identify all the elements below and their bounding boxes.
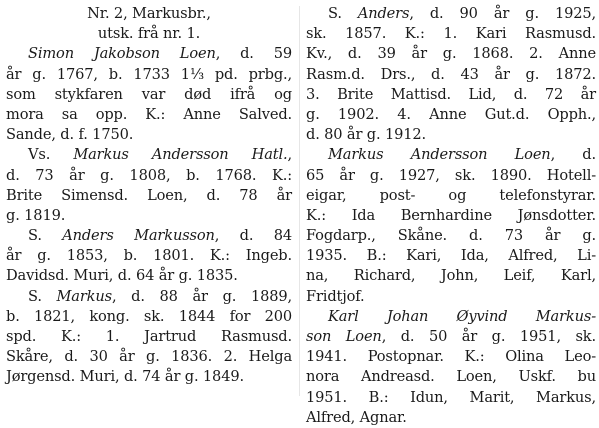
- heading-line-2: utsk. frå nr. 1.: [97, 25, 201, 43]
- text-line: [306, 186, 596, 206]
- text-segment: Brite Simensd. Loen, d. 78 år: [6, 186, 292, 204]
- text-line: [306, 65, 596, 85]
- text-segment: b. 1821, kong. sk. 1844 for 200: [6, 307, 292, 325]
- italic-name: Simon Jakobson Loen: [28, 45, 216, 63]
- text-line: [306, 105, 596, 125]
- text-segment: d. 73 år g. 1808, b. 1768. K.:: [6, 166, 292, 184]
- italic-name: son Loen: [306, 328, 382, 345]
- text-segment: Fridtjof.: [306, 287, 365, 305]
- text-line: [6, 246, 292, 266]
- text-segment: som stykfaren var død ifrå og: [6, 85, 292, 103]
- text-line: [306, 44, 596, 64]
- text-segment: S.: [28, 227, 63, 245]
- text-segment: , d. 88 år g. 1889,: [111, 287, 292, 305]
- italic-name: Markus Andersson Loen: [328, 146, 551, 164]
- text-line: [306, 388, 596, 408]
- text-segment: K.: Ida Bernhardine Jønsdotter.: [306, 206, 596, 224]
- text-segment: Fogdarp., Skåne. d. 73 år g.: [306, 227, 596, 245]
- right-column: [306, 4, 596, 428]
- text-segment: Davidsd. Muri, d. 64 år g. 1835.: [6, 267, 238, 285]
- text-segment: eigar, post- og telefonstyrar.: [306, 186, 596, 204]
- column-divider: [299, 6, 300, 396]
- text-line: [306, 287, 596, 307]
- italic-name: Karl Johan Øyvind Markus-: [328, 307, 596, 325]
- text-line: [306, 367, 596, 387]
- text-segment: Kv., d. 39 år g. 1868. 2. Anne: [306, 45, 596, 63]
- text-line: [306, 266, 596, 286]
- text-segment: mora sa opp. K.: Anne Salved.: [6, 105, 292, 123]
- text-line: [6, 327, 292, 347]
- left-column: [6, 4, 292, 388]
- text-segment: Rasm.d. Drs., d. 43 år g. 1872.: [306, 65, 596, 83]
- text-line: [306, 24, 596, 44]
- text-line: [6, 65, 292, 85]
- text-segment: sk. 1857. K.: 1. Kari Rasmusd.: [306, 25, 596, 43]
- text-line: [6, 367, 292, 387]
- text-segment: g. 1902. 4. Anne Gut.d. Opph.,: [306, 105, 596, 123]
- text-line: [6, 307, 292, 327]
- text-line: [6, 186, 292, 206]
- text-line: [306, 85, 596, 105]
- text-line: [6, 44, 292, 64]
- text-segment: år g. 1767, b. 1733 1⅓ pd. prbg.,: [6, 65, 292, 83]
- text-line: [6, 105, 292, 125]
- text-segment: g. 1819.: [6, 206, 66, 224]
- text-segment: , d. 84: [214, 227, 293, 245]
- italic-name: Anders: [357, 5, 410, 22]
- text-segment: Alfred, Agnar.: [306, 408, 407, 426]
- text-segment: , d. 50 år g. 1951, sk.: [381, 328, 596, 345]
- text-segment: S.: [28, 287, 57, 305]
- text-line: [306, 206, 596, 226]
- right-column-text: [306, 4, 596, 428]
- left-column-text: [6, 44, 292, 387]
- text-line: [6, 85, 292, 105]
- text-line: [306, 327, 596, 347]
- text-segment: ,: [287, 146, 292, 164]
- italic-name: Markus: [56, 287, 112, 305]
- italic-name: Markus Andersson Hatl.: [73, 146, 288, 164]
- text-segment: Sande, d. f. 1750.: [6, 126, 134, 144]
- text-segment: , d.: [550, 146, 596, 164]
- text-segment: spd. K.: 1. Jartrud Rasmusd.: [6, 328, 292, 345]
- text-line: [6, 287, 292, 307]
- text-line: [306, 4, 596, 24]
- text-segment: Vs.: [28, 146, 74, 164]
- text-line: [306, 408, 596, 428]
- text-line: [306, 347, 596, 367]
- text-line: [306, 125, 596, 145]
- text-line: [306, 166, 596, 186]
- text-segment: Skåre, d. 30 år g. 1836. 2. Helga: [6, 348, 292, 366]
- text-line: [6, 166, 292, 186]
- text-line: [306, 246, 596, 266]
- text-segment: nora Andreasd. Loen, Uskf. bu: [306, 368, 596, 386]
- text-segment: 1935. B.: Kari, Ida, Alfred, Li-: [306, 247, 596, 265]
- text-line: [6, 226, 292, 246]
- text-line: [6, 145, 292, 165]
- text-line: [6, 206, 292, 226]
- text-line: [306, 145, 596, 165]
- text-line: [306, 226, 596, 246]
- text-segment: 3. Brite Mattisd. Lid, d. 72 år: [306, 85, 596, 103]
- text-segment: Jørgensd. Muri, d. 74 år g. 1849.: [6, 368, 244, 386]
- text-segment: , d. 90 år g. 1925,: [409, 5, 596, 22]
- italic-name: Anders Markusson: [62, 227, 215, 245]
- heading-line-1: Nr. 2, Markusbr.,: [87, 5, 211, 22]
- text-segment: 1951. B.: Idun, Marit, Markus,: [306, 388, 596, 406]
- text-segment: 65 år g. 1927, sk. 1890. Hotell-: [306, 166, 596, 184]
- text-segment: d. 80 år g. 1912.: [306, 126, 426, 144]
- text-segment: S.: [328, 5, 358, 22]
- text-line: [306, 307, 596, 327]
- text-segment: år g. 1853, b. 1801. K.: Ingeb.: [6, 247, 292, 265]
- text-segment: 1941. Postopnar. K.: Olina Leo-: [306, 348, 596, 366]
- text-segment: na, Richard, John, Leif, Karl,: [306, 267, 596, 285]
- text-line: [6, 266, 292, 286]
- text-line: [6, 347, 292, 367]
- text-line: [6, 125, 292, 145]
- text-segment: , d. 59: [215, 45, 292, 63]
